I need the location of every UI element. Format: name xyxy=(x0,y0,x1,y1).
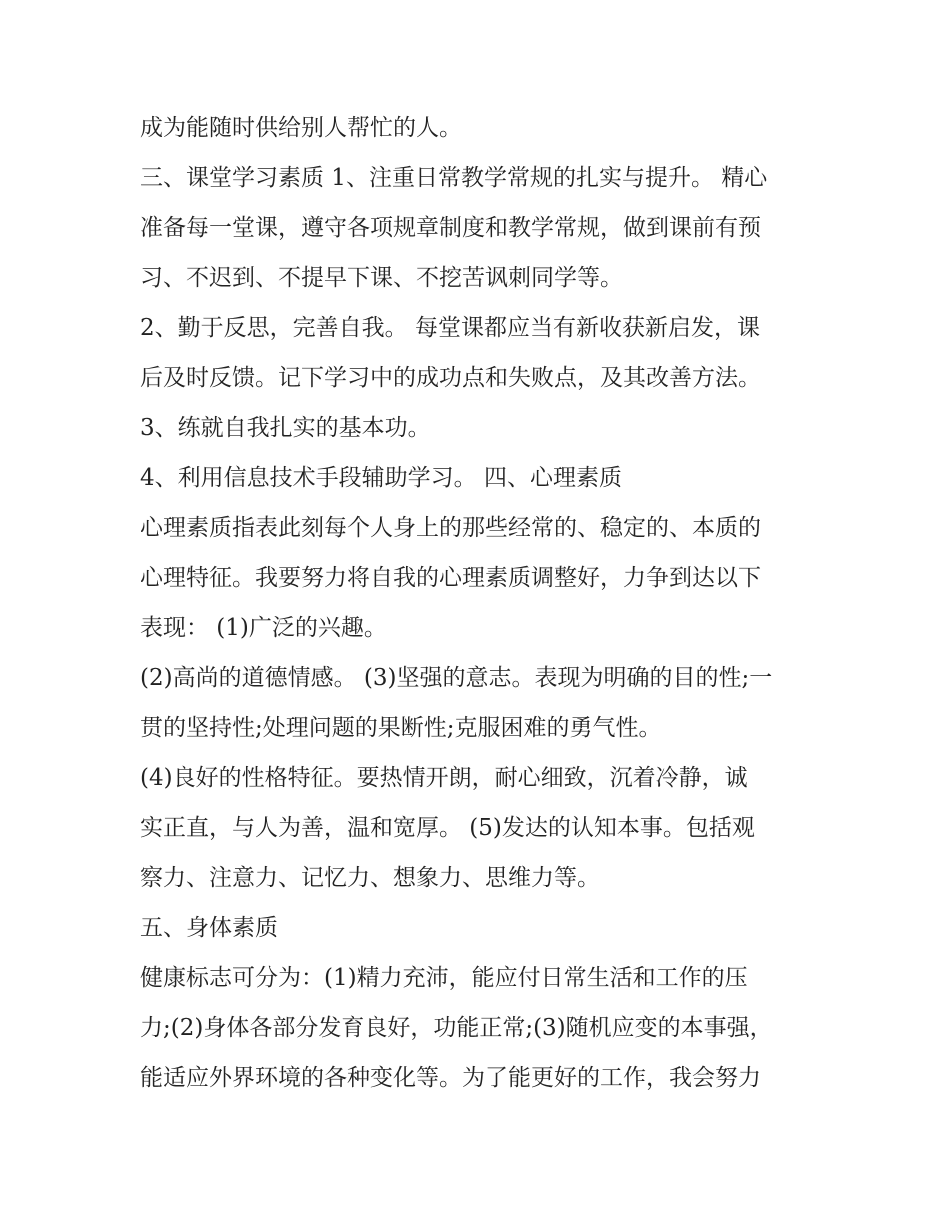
text-line: 成为能随时供给别人帮忙的人。 xyxy=(140,115,462,141)
text-line: 表现： (1)广泛的兴趣。 xyxy=(140,615,387,641)
text-line: 贯的坚持性;处理问题的果断性;克服困难的勇气性。 xyxy=(140,715,662,741)
text-line: 心理特征。我要努力将自我的心理素质调整好，力争到达以下 xyxy=(140,565,761,591)
text-line: 4、利用信息技术手段辅助学习。 四、心理素质 xyxy=(140,465,622,491)
text-line: 习、不迟到、不提早下课、不挖苦讽刺同学等。 xyxy=(140,265,623,291)
text-line: 五、身体素质 xyxy=(140,915,278,941)
text-line: 力;(2)身体各部分发育良好，功能正常;(3)随机应变的本事强， xyxy=(140,1015,773,1041)
document-body xyxy=(140,103,830,1103)
text-line: (4)良好的性格特征。要热情开朗，耐心细致，沉着冷静，诚 xyxy=(140,765,748,791)
text-line: 三、课堂学习素质 1、注重日常教学常规的扎实与提升。 精心 xyxy=(140,165,768,191)
text-line: 察力、注意力、记忆力、想象力、思维力等。 xyxy=(140,865,600,891)
text-line: (2)高尚的道德情感。 (3)坚强的意志。表现为明确的目的性;一 xyxy=(140,665,773,691)
text-line: 实正直，与人为善，温和宽厚。 (5)发达的认知本事。包括观 xyxy=(140,815,755,841)
text-line: 心理素质指表此刻每个人身上的那些经常的、稳定的、本质的 xyxy=(140,515,761,541)
text-line: 准备每一堂课，遵守各项规章制度和教学常规，做到课前有预 xyxy=(140,215,761,241)
text-line: 后及时反馈。记下学习中的成功点和失败点，及其改善方法。 xyxy=(140,365,761,391)
text-line: 能适应外界环境的各种变化等。为了能更好的工作，我会努力 xyxy=(140,1065,761,1091)
text-line: 3、练就自我扎实的基本功。 xyxy=(140,415,431,441)
text-line: 健康标志可分为：(1)精力充沛，能应付日常生活和工作的压 xyxy=(140,965,748,991)
text-line: 2、勤于反思，完善自我。 每堂课都应当有新收获新启发，课 xyxy=(140,315,760,341)
